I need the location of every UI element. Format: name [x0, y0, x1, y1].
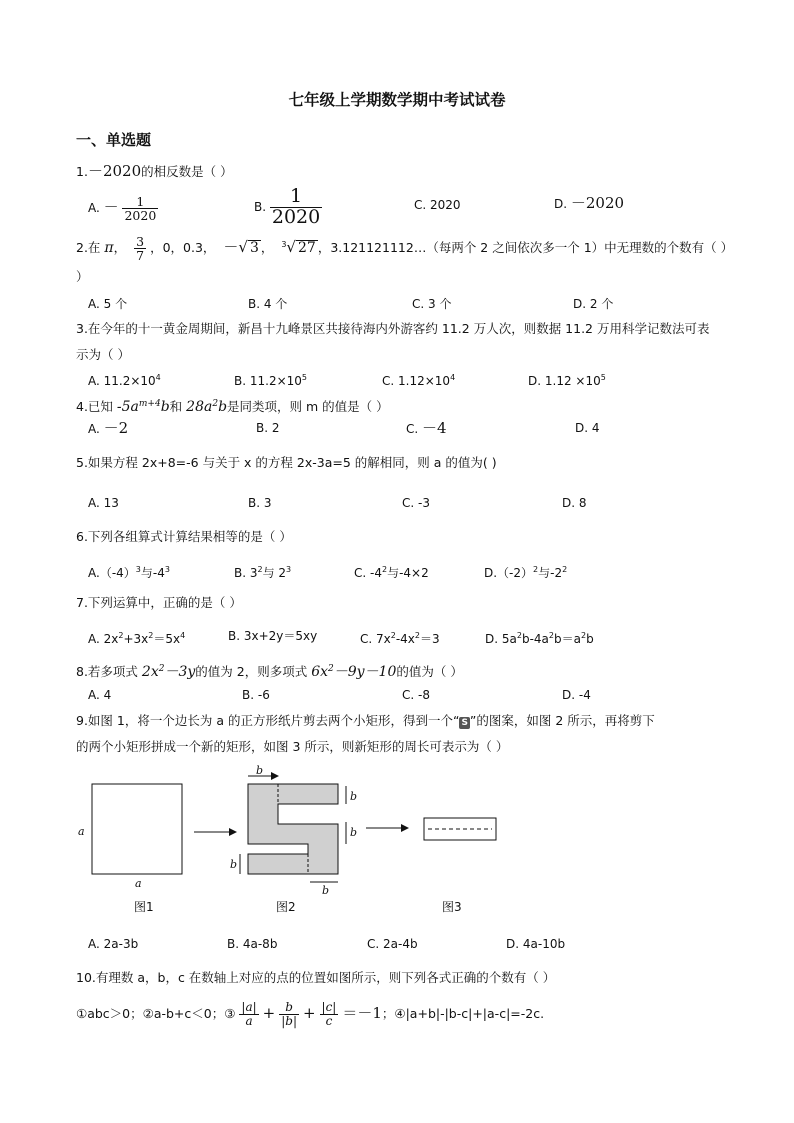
q3-option-a[interactable]: A. $11.2\times 10^4$: [88, 373, 161, 388]
question-10-statements: ①abc＞0；②a-b+c＜0；③ $\frac{|a|}{a}$ + $\frac{b}{|b|}$ + $\frac{|c|}{c}$ ＝－1；④|a+b|-|b-c|+|a-c|=-2c.: [76, 1000, 545, 1028]
section-heading: 一、单选题: [76, 131, 152, 149]
fig2-label-b-right1: b: [350, 790, 358, 803]
fig1-label-a-bottom: a: [135, 877, 142, 890]
q8-option-c[interactable]: C. -8: [402, 688, 430, 702]
q4-option-c[interactable]: C. －4: [406, 419, 447, 437]
fig1-caption: 图1: [134, 900, 154, 914]
q2-option-b[interactable]: B. 4 个: [248, 297, 288, 311]
fig2-caption: 图2: [276, 900, 296, 914]
fig1-square: [92, 784, 182, 874]
q6-option-d[interactable]: $D.(-2)^2$与$-2^2$: [484, 565, 568, 580]
q3-option-b[interactable]: B. $11.2\times 10^5$: [234, 373, 307, 388]
q9-option-a[interactable]: A. 2a-3b: [88, 937, 139, 951]
fig3-caption: 图3: [442, 900, 462, 914]
fig2-s-shape: [248, 784, 338, 874]
q4-option-b[interactable]: B. 2: [256, 421, 280, 435]
fig2-label-b-right2: b: [350, 826, 358, 839]
q6-option-a[interactable]: $A.(-4)^3$与$-4^3$: [88, 565, 170, 580]
q9-option-d[interactable]: D. 4a-10b: [506, 937, 566, 951]
q3-option-c[interactable]: C. $1.12\times 10^4$: [382, 373, 456, 388]
fig2-label-b-bottom: b: [322, 884, 330, 894]
question-7: 7.下列运算中，正确的是（ ）: [76, 595, 242, 610]
q9-option-b[interactable]: B. 4a-8b: [227, 937, 278, 951]
q8-option-a[interactable]: A. 4: [88, 688, 112, 702]
q4-option-d[interactable]: D. 4: [575, 421, 600, 435]
question-3: 3.在今年的十一黄金周期间，新昌十九峰景区共接待海内外游客约 11.2 万人次，则数据 11.2 万用科学记数法可表示为（ ）: [76, 321, 710, 362]
question-4: 4.已知 $-5a^{m+4}b$和 $28a^2b$是同类项，则 m 的值是（ ）: [76, 399, 389, 416]
question-9-line2: 的两个小矩形拼成一个新的矩形，如图 3 所示，则新矩形的周长可表示为（ ）: [76, 739, 509, 754]
q6-option-b[interactable]: B. $3^2$与 $2^3$: [234, 565, 292, 580]
q5-option-a[interactable]: A. 13: [88, 496, 119, 510]
q9-option-c[interactable]: C. 2a-4b: [367, 937, 418, 951]
q2-option-a[interactable]: A. 5 个: [88, 297, 128, 311]
q7-option-d[interactable]: D. $5a^2b-4a^2b=a^2b$: [485, 631, 594, 646]
question-6: 6.下列各组算式计算结果相等的是（ ）: [76, 529, 292, 544]
question-5: 5.如果方程 2x+8=-6 与关于 x 的方程 2x-3a=5 的解相同，则 a 的值为( ): [76, 455, 497, 470]
q1-option-a[interactable]: A. － $\frac{1}{2020}$: [88, 194, 157, 224]
q7-option-c[interactable]: C. $7x^2-4x^2=3$: [360, 631, 440, 646]
question-2-paren: ）: [76, 269, 89, 284]
q1-option-d[interactable]: D. －2020: [554, 194, 625, 212]
q8-option-b[interactable]: B. -6: [242, 688, 270, 702]
question-1: 1.－2020的相反数是（ ）: [76, 162, 233, 180]
page-title: 七年级上学期数学期中考试试卷: [288, 91, 506, 109]
q5-option-c[interactable]: C. -3: [402, 496, 430, 510]
question-9: 9.如图 1，将一个边长为 a 的正方形纸片剪去两个小矩形，得到一个“ S ”的图案，如图 2 所示，再将剪下: [76, 713, 655, 728]
question-8: 8.若多项式 $2x^2-3y$的值为 2，则多项式 $6x^2-9y-10$的值为（ ）: [76, 664, 463, 681]
fig2-label-b-left: b: [230, 858, 238, 871]
q6-option-c[interactable]: C. $-4^2$与-4×2: [354, 565, 429, 580]
q7-option-b[interactable]: B. 3x+2y＝5xy: [228, 629, 318, 643]
q5-option-b[interactable]: B. 3: [248, 496, 272, 510]
q8-option-d[interactable]: D. -4: [562, 688, 591, 702]
question-10: 10.有理数 a，b，c 在数轴上对应的点的位置如图所示，则下列各式正确的个数有（ ）: [76, 970, 556, 985]
fig2-label-b-top: b: [256, 764, 264, 777]
q2-option-c[interactable]: C. 3 个: [412, 297, 452, 311]
q1-option-c[interactable]: C. 2020: [414, 198, 461, 212]
q4-option-a[interactable]: A. －2: [88, 419, 129, 437]
q2-option-d[interactable]: D. 2 个: [573, 297, 614, 311]
s-shape-icon: S: [461, 718, 468, 728]
q7-option-a[interactable]: A. $2x^2+3x^2=5x^4$: [88, 631, 186, 646]
q9-figures: [76, 764, 516, 894]
fig1-label-a-side: a: [78, 825, 85, 838]
q1-option-b[interactable]: B. $\frac{1}{2020}$: [254, 185, 321, 228]
q5-option-d[interactable]: D. 8: [562, 496, 587, 510]
q3-option-d[interactable]: D. $1.12 \times 10^5$: [528, 373, 606, 388]
question-2: 2.在 π， $\frac{3}{7}$ ，0，0.3， －√ 3 ， $^3$√ 27 ，3.121121112…（每两个 2 之间依次多一个 1）中无理数的个数有（ ）: [76, 234, 734, 264]
